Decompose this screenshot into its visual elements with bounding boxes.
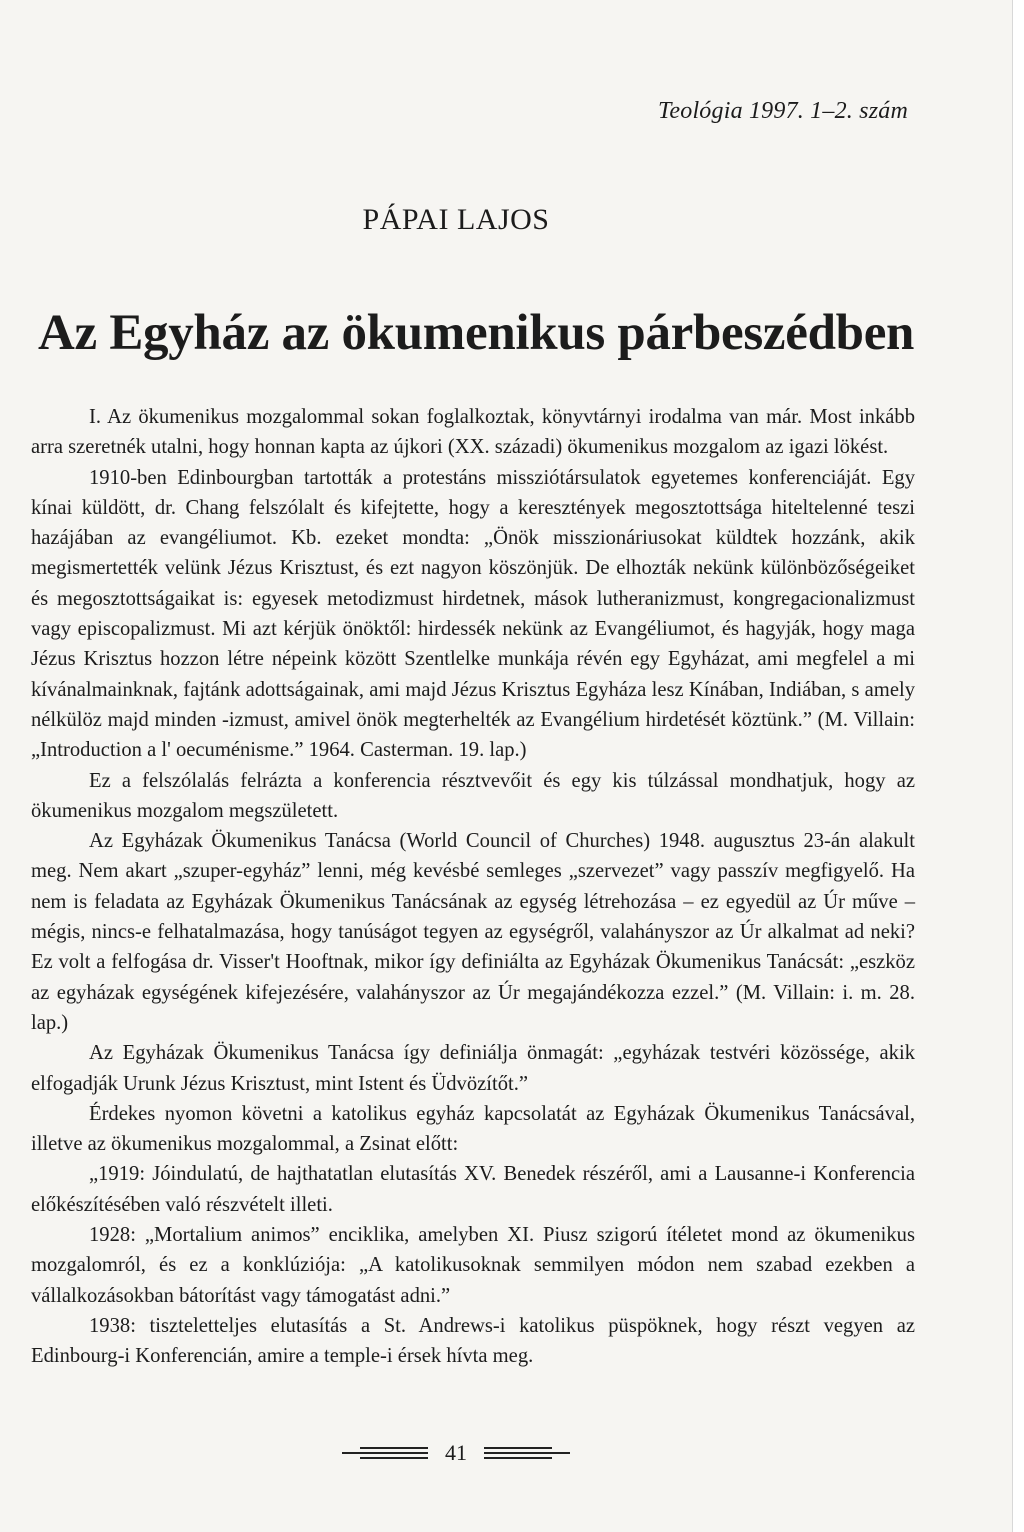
folio-rule-right: [484, 1447, 570, 1459]
paragraph-2: 1910-ben Edinbourgban tartották a protestáns missziótársulatok egyetemes konferenciáját. Egy kínai küldött, dr. Chang felszólalt és kifejtette, hogy a keresztények megosztottsága hiteltelenné teszi hazájában az evangéliumot. Kb. ezeket mondta: „Önök misszionáriusokat küldtek hozzánk, akik megismertették velünk Jézus Krisztust, és ezt nagyon köszönjük. De elhozták nekünk különbözőségeiket és megosztottságaikat is: egyesek metodizmust hirdetnek, mások lutheranizmust, kongregacionalizmust vagy episcopalizmust. Mi azt kérjük önöktől: hirdessék nekünk az Evangéliumot, és hagyják, hogy maga Jézus Krisztus hozzon létre népeink között Szentlelke munkája révén egy Egyházat, ami megfelel a mi kívánalmainknak, fajtánk adottságainak, ami majd Jézus Krisztus Egyháza lesz Kínában, Indiában, s amely nélkülöz majd minden -izmust, amivel önök megterhelték az Evangélium hirdetését köztünk.” (M. Villain: „Introduction a l' oecuménisme.” 1964. Casterman. 19. lap.): [31, 466, 915, 762]
paragraph-1: I. Az ökumenikus mozgalommal sokan foglalkoztak, könyvtárnyi irodalma van már. Most inkább arra szeretnék utalni, hogy honnan kapta az újkori (XX. századi) ökumenikus mozgalom az igazi lökést.: [31, 406, 915, 459]
paragraph-3: Ez a felszólalás felrázta a konferencia résztvevőit és egy kis túlzással mondhatjuk, hogy az ökumenikus mozgalom megszületett.: [31, 769, 915, 822]
scan-edge: [1012, 0, 1024, 1532]
page-number: 41: [445, 1440, 467, 1465]
paragraph-6: Érdekes nyomon követni a katolikus egyház kapcsolatát az Egyházak Ökumenikus Tanácsával, illetve az ökumenikus mozgalommal, a Zsinat előtt:: [31, 1102, 915, 1156]
running-head: Teológia 1997. 1–2. szám: [658, 98, 908, 124]
paragraph-9: 1938: tiszteletteljes elutasítás a St. Andrews-i katolikus püspöknek, hogy részt vegyen az Edinbourg-i Konferencián, amire a temple-i érsek hívta meg.: [31, 1314, 915, 1368]
article-author: PÁPAI LAJOS: [362, 203, 550, 236]
folio-rule-left: [342, 1447, 428, 1459]
paragraph-7: „1919: Jóindulatú, de hajthatatlan elutasítás XV. Benedek részéről, ami a Lausanne-i Konferencia előkészítésében való részvételt illeti.: [31, 1163, 915, 1216]
page-folio: [0, 1440, 912, 1466]
paragraph-8: 1928: „Mortalium animos” enciklika, amelyben XI. Piusz szigorú ítéletet mond az ökumenikus mozgalomról, és ez a konklúziója: „A katolikusoknak semmilyen módon nem szabad ezekben a vállalkozásokban bátorítást vagy támogatást adni.”: [31, 1224, 915, 1307]
paragraph-5: Az Egyházak Ökumenikus Tanácsa így definiálja önmagát: „egyházak testvéri közössége, akik elfogadják Urunk Jézus Krisztust, mint Istent és Üdvözítőt.”: [31, 1042, 915, 1095]
paragraph-4: Az Egyházak Ökumenikus Tanácsa (World Council of Churches) 1948. augusztus 23-án alakult meg. Nem akart „szuper-egyház” lenni, még kevésbé semleges „szervezet” vagy passzív megfigyelő. Ha nem is feladata az Egyházak Ökumenikus Tanácsának az egység létrehozása – ez egyedül az Úr műve – mégis, nincs-e felhatalmazása, hogy tanúságot tegyen az egységről, valahányszor az Úr alkalmat ad neki? Ez volt a felfogása dr. Visser't Hooftnak, mikor így definiálta az Egyházak Ökumenikus Tanácsát: „eszköz az egyházak egységének kifejezésére, valahányszor az Úr megajándékozza ezzel.” (M. Villain: i. m. 28. lap.): [31, 830, 915, 1034]
article-body: [31, 402, 915, 1372]
article-title: Az Egyház az ökumenikus párbeszédben: [38, 305, 915, 362]
